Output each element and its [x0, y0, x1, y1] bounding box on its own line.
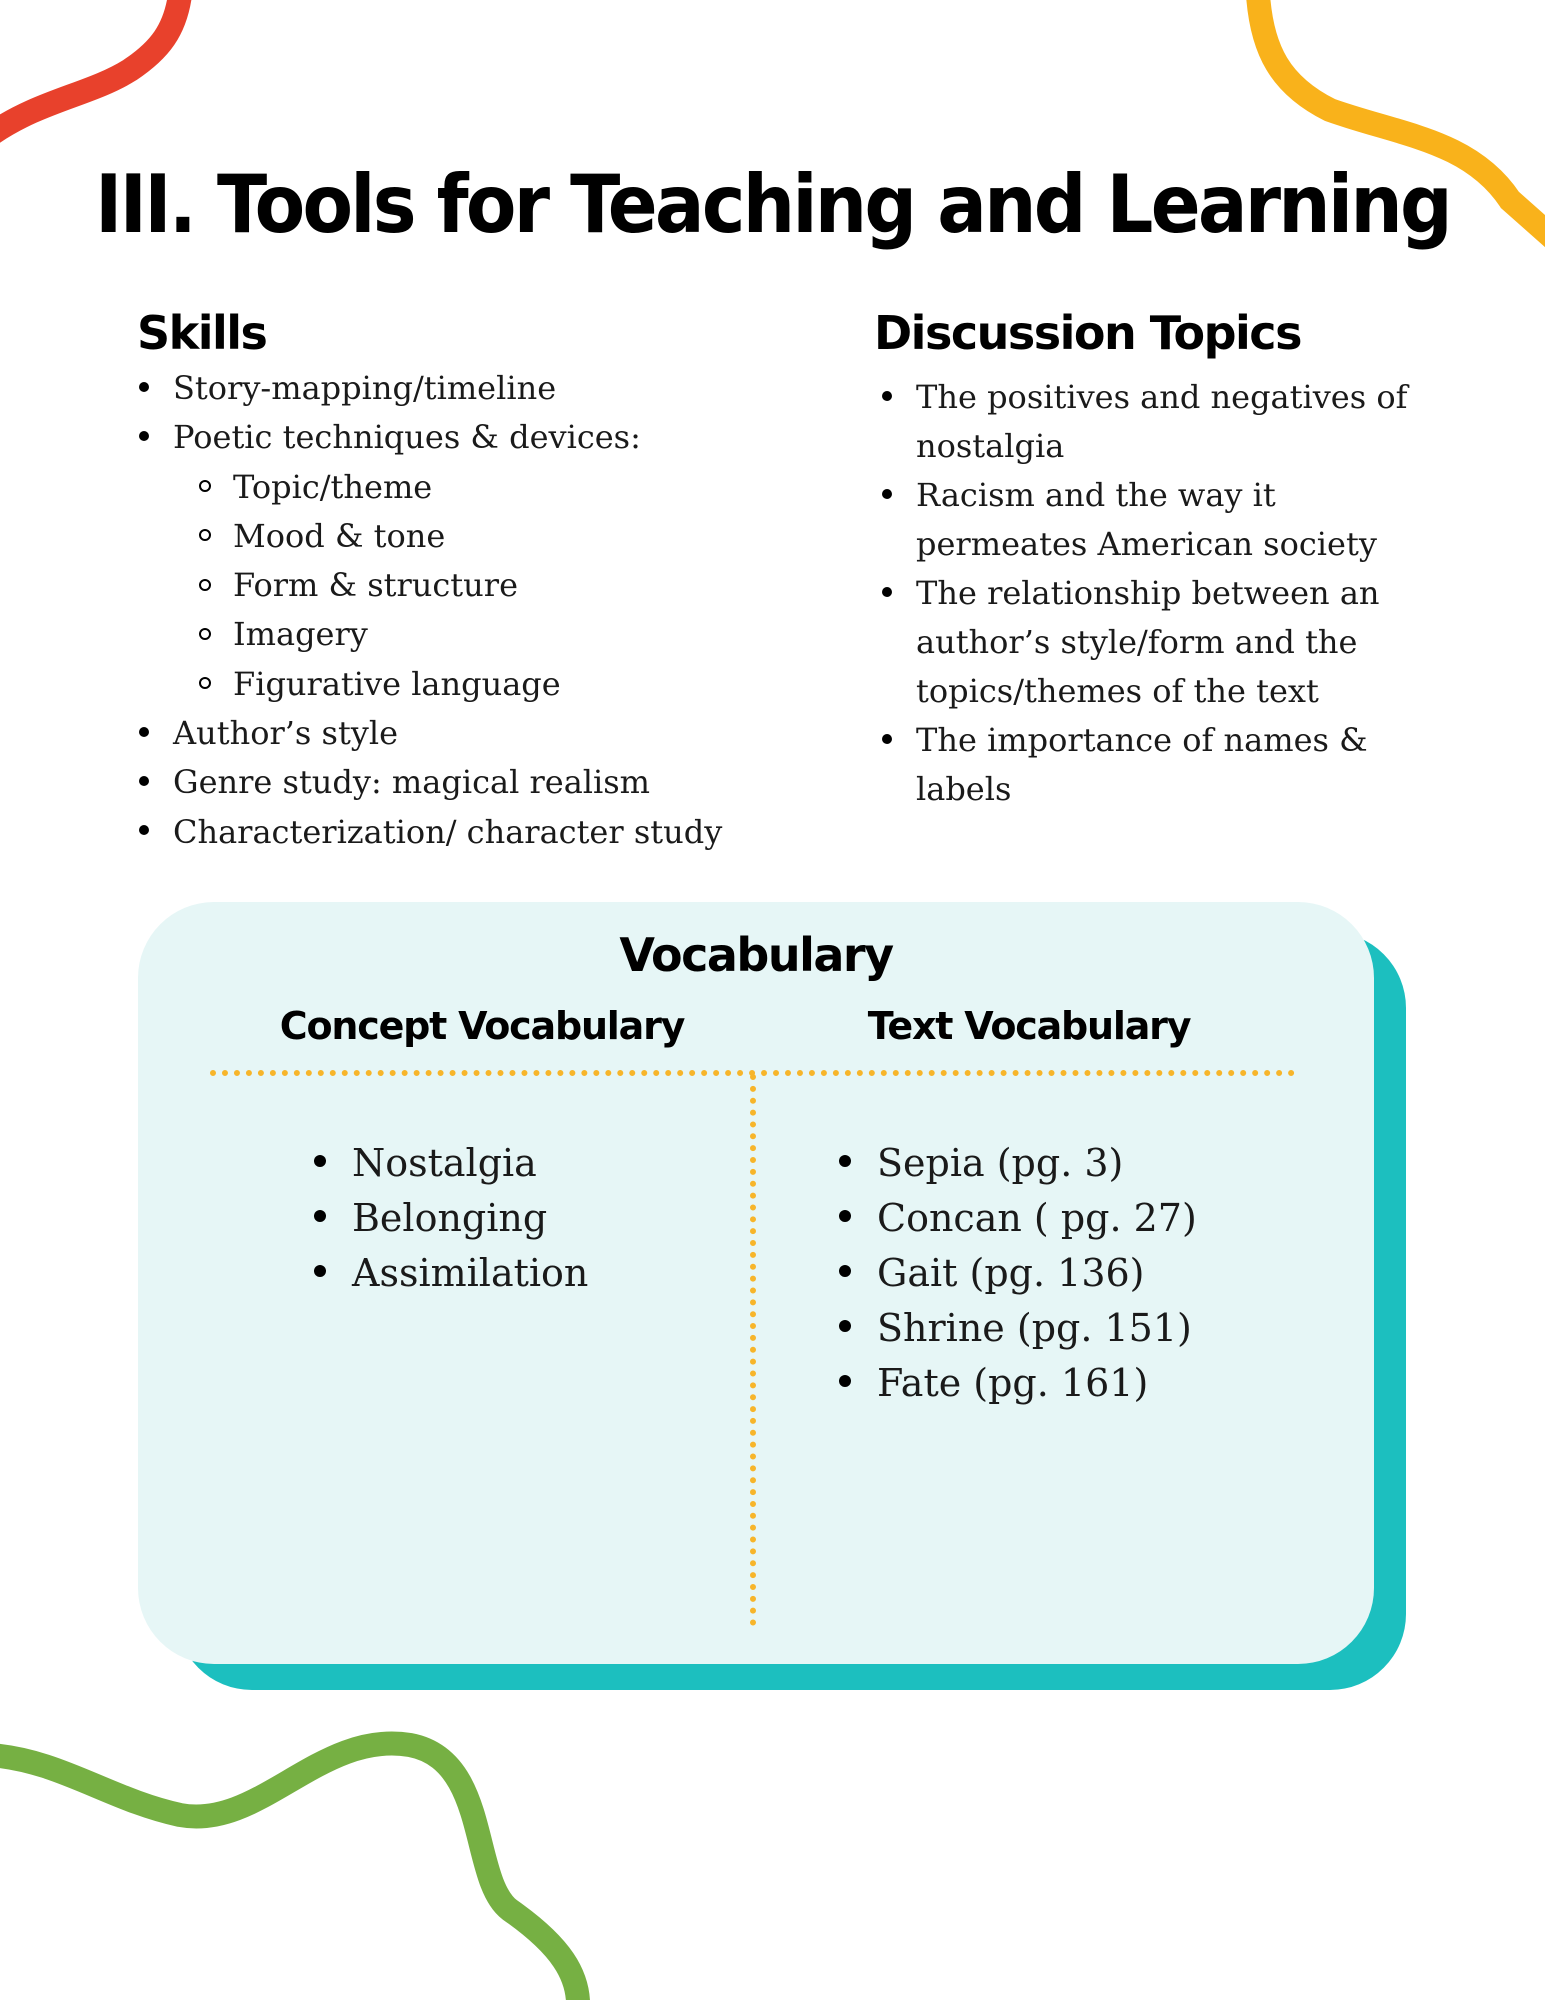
list-item: The positives and negatives of nostalgia	[916, 373, 1416, 471]
discussion-topics-list	[916, 373, 1416, 814]
skills-sublist	[173, 463, 722, 709]
vertical-dotted-divider	[750, 1074, 756, 1626]
list-item: Sepia (pg. 3)	[877, 1136, 1197, 1191]
skills-heading: Skills	[137, 306, 267, 360]
list-item: Belonging	[352, 1191, 588, 1246]
discussion-topics-heading: Discussion Topics	[874, 306, 1301, 360]
list-item: Genre study: magical realism	[173, 758, 722, 807]
list-item: Characterization/ character study	[173, 808, 722, 857]
sublist-item: Mood & tone	[233, 512, 722, 561]
concept-vocabulary-heading: Concept Vocabulary	[279, 1004, 685, 1048]
vocabulary-title: Vocabulary	[619, 928, 893, 982]
list-item: Racism and the way it permeates American society	[916, 471, 1416, 569]
sublist-item: Topic/theme	[233, 463, 722, 512]
list-item: Concan ( pg. 27)	[877, 1191, 1197, 1246]
list-item: Fate (pg. 161)	[877, 1356, 1197, 1411]
text-vocabulary-list	[877, 1136, 1197, 1411]
list-item: Shrine (pg. 151)	[877, 1301, 1197, 1356]
list-item: The importance of names & labels	[916, 716, 1416, 814]
page-title: III. Tools for Teaching and Learning	[95, 158, 1450, 251]
concept-vocabulary-list	[352, 1136, 588, 1301]
list-item: Story-mapping/timeline	[173, 364, 722, 413]
skills-list	[173, 364, 722, 857]
list-item: Author’s style	[173, 709, 722, 758]
sublist-item: Figurative language	[233, 660, 722, 709]
sublist-item: Imagery	[233, 610, 722, 659]
list-item: Assimilation	[352, 1246, 588, 1301]
list-item: The relationship between an author’s style/form and the topics/themes of the text	[916, 569, 1416, 716]
list-item: Gait (pg. 136)	[877, 1246, 1197, 1301]
green-squiggle	[0, 1743, 578, 2000]
text-vocabulary-heading: Text Vocabulary	[867, 1004, 1191, 1048]
sublist-container	[173, 463, 722, 709]
list-item: Nostalgia	[352, 1136, 588, 1191]
list-item: Poetic techniques & devices:	[173, 413, 722, 462]
red-squiggle	[0, 0, 180, 135]
sublist-item: Form & structure	[233, 561, 722, 610]
